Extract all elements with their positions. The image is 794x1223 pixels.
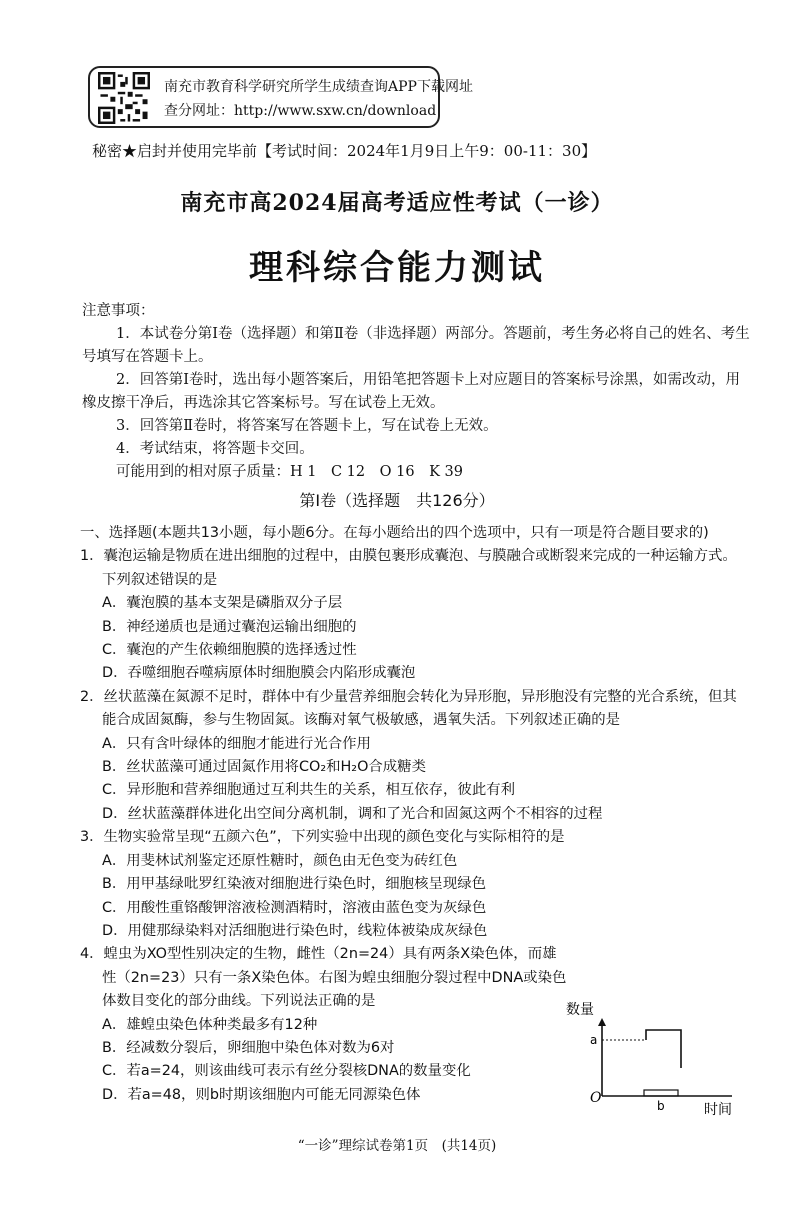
chart-b-period-box xyxy=(644,1090,678,1096)
qr-download-box xyxy=(88,66,473,128)
question-3-option-a: A．用斐林试剂鉴定还原性糖时，颜色由无色变为砖红色 xyxy=(102,852,458,869)
note-item: 1．本试卷分第Ⅰ卷（选择题）和第Ⅱ卷（非选择题）两部分。答题前，考生务必将自己的姓名、考生号填写在答题卡上。 xyxy=(82,326,750,365)
chart-a-marker: a xyxy=(590,1033,598,1047)
question-1-option-b: B．神经递质也是通过囊泡运输出细胞的 xyxy=(102,618,357,635)
chart-step-curve xyxy=(646,1030,681,1068)
dna-chromosome-chart xyxy=(560,996,750,1116)
question-3-option-c: C．用酸性重铬酸钾溶液检测酒精时，溶液由蓝色变为灰绿色 xyxy=(102,899,487,916)
question-2-option-c: C．异形胞和营养细胞通过互利共生的关系，相互依存，彼此有利 xyxy=(102,782,515,799)
chart-b-marker: b xyxy=(657,1099,665,1113)
notes-heading: 注意事项： xyxy=(82,303,155,319)
chart-y-axis-arrow xyxy=(598,1018,606,1026)
notes-section xyxy=(82,300,752,484)
page-footer: “一诊”理综试卷第1页 (共14页) xyxy=(297,1138,497,1154)
question-2-option-b: B．丝状蓝藻可通过固氮作用将CO₂和H₂O合成糖类 xyxy=(102,759,426,776)
question-2-option-d: D．丝状蓝藻群体进化出空间分离机制，调和了光合和固氮这两个不相容的过程 xyxy=(102,805,603,822)
note-item: 3．回答第Ⅱ卷时，将答案写在答题卡上，写在试卷上无效。 xyxy=(116,418,498,434)
score-query-url[interactable]: 查分网址：http://www.sxw.cn/download xyxy=(164,103,437,119)
chart-x-axis-label: 时间 xyxy=(704,1102,732,1116)
chart-y-axis-label: 数量 xyxy=(566,1002,594,1018)
question-3-option-d: D．用健那绿染料对活细胞进行染色时，线粒体被染成灰绿色 xyxy=(102,922,488,939)
question-stem-4: 4．蝗虫为XO型性别决定的生物，雌性（2n=24）具有两条X染色体，而雄性（2n=23）只有一条X染色体。右图为蝗虫细胞分裂过程中DNA或染色体数目变化的部分曲线。下列说法正确的是 xyxy=(80,946,567,1010)
question-4-option-a: A．雄蝗虫染色体种类最多有12种 xyxy=(102,1016,318,1033)
atomic-mass-line: 可能用到的相对原子质量：H 1 C 12 O 16 K 39 xyxy=(116,464,463,480)
note-item: 2．回答第Ⅰ卷时，选出每小题答案后，用铅笔把答题卡上对应题目的答案标号涂黑，如需改动，用橡皮擦干净后，再选涂其它答案标号。写在试卷上无效。 xyxy=(82,372,740,411)
note-item: 4．考试结束，将答题卡交回。 xyxy=(116,441,314,457)
secret-exam-time: 秘密★启封并使用完毕前【考试时间：2024年1月9日上午9：00-11：30】 xyxy=(92,142,597,160)
chart-origin-label: O xyxy=(590,1090,602,1106)
subject-title: 理科综合能力测试 xyxy=(249,248,545,288)
question-1-option-c: C．囊泡的产生依赖细胞膜的选择透过性 xyxy=(102,642,357,659)
question-4-option-c: C．若a=24，则该曲线可表示有丝分裂核DNA的数量变化 xyxy=(102,1063,471,1080)
question-3-option-b: B．用甲基绿吡罗红染液对细胞进行染色时，细胞核呈现绿色 xyxy=(102,876,487,893)
exam-title: 南充市高2024届高考适应性考试（一诊） xyxy=(180,190,614,216)
section-title: 第Ⅰ卷（选择题 共126分） xyxy=(299,491,495,510)
question-1-option-a: A．囊泡膜的基本支架是磷脂双分子层 xyxy=(102,595,343,612)
question-4-option-b: B．经减数分裂后，卵细胞中染色体对数为6对 xyxy=(102,1039,395,1056)
question-2-option-a: A．只有含叶绿体的细胞才能进行光合作用 xyxy=(102,735,371,752)
question-1-option-d: D．吞噬细胞吞噬病原体时细胞膜会内陷形成囊泡 xyxy=(102,665,416,682)
question-4-option-d: D．若a=48，则b时期该细胞内可能无同源染色体 xyxy=(102,1086,421,1103)
question-stem-1: 1．囊泡运输是物质在进出细胞的过程中，由膜包裹形成囊泡、与膜融合或断裂来完成的一种运输方式。下列叙述错误的是 xyxy=(80,548,737,588)
qr-app-caption: 南充市教育科学研究所学生成绩查询APP下载网址 xyxy=(164,79,473,95)
question-stem-2: 2．丝状蓝藻在氮源不足时，群体中有少量营养细胞会转化为异形胞，异形胞没有完整的光合系统，但其能合成固氮酶，参与生物固氮。该酶对氧气极敏感，遇氧失活。下列叙述正确的是 xyxy=(80,688,737,729)
question-stem-3: 3．生物实验常呈现“五颜六色”，下列实验中出现的颜色变化与实际相符的是 xyxy=(80,829,565,846)
section-instruction: 一、选择题(本题共13小题，每小题6分。在每小题给出的四个选项中，只有一项是符合题目要求的) xyxy=(80,525,709,541)
qr-code-icon xyxy=(98,72,150,124)
